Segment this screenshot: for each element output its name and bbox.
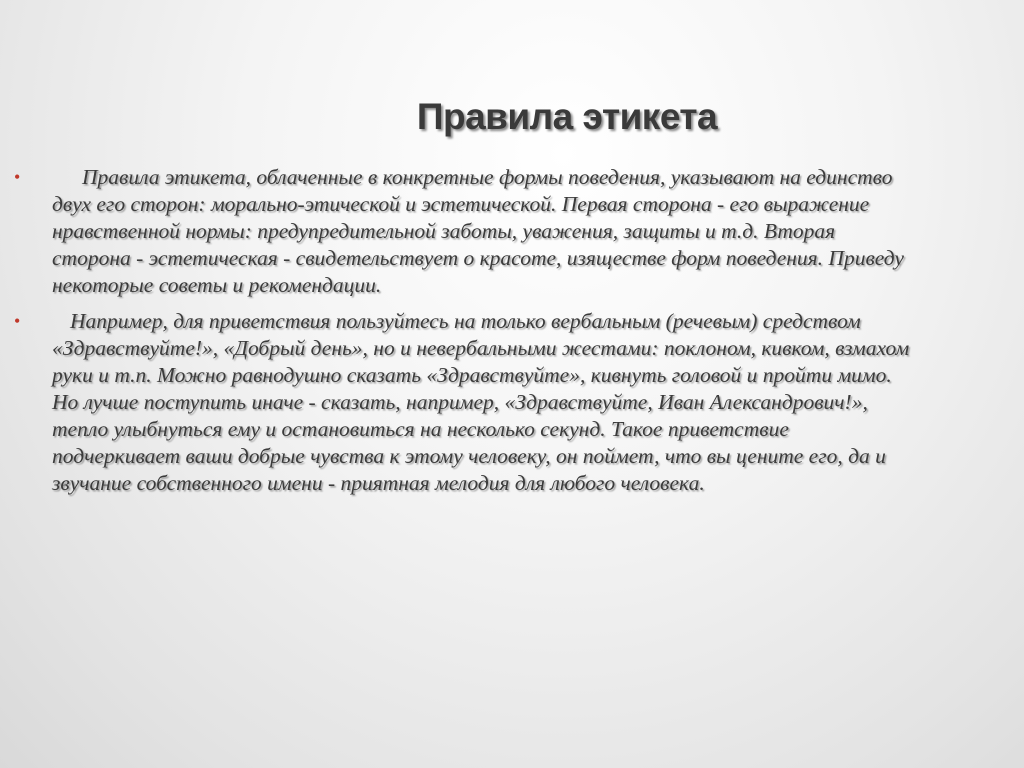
slide-title: Правила этикета (416, 96, 718, 137)
bullet-icon: • (14, 311, 21, 331)
bullet-icon: • (14, 167, 21, 187)
paragraph-1-text: Правила этикета, облаченные в конкретные формы поведения, указывают на единство двух его сторон: морально-этической и эстетической. Первая сторона - его выражение нравственной нормы: предупредительной заботы, уважения, защиты и т.д. Вторая сторона - эстетическая - свидетельствует о красоте, изяществе форм поведения. Приведу некоторые советы и рекомендации. (52, 165, 904, 297)
paragraph-2 (14, 308, 914, 497)
paragraph-1 (14, 164, 914, 299)
slide-content (14, 164, 914, 506)
paragraph-2-text: Например, для приветствия пользуйтесь на только вербальным (речевым) средством «Здравствуйте!», «Добрый день», но и невербальными жестами: поклоном, кивком, взмахом руки и т.п. Можно равнодушно сказать «Здравствуйте», кивнуть головой и пройти мимо. Но лучше поступить иначе - сказать, например, «Здравствуйте, Иван Александрович!», тепло улыбнуться ему и остановиться на несколько секунд. Такое приветствие подчеркивает ваши добрые чувства к этому человеку, он поймет, что вы цените его, да и звучание собственного имени - приятная мелодия для любого человека. (52, 309, 910, 495)
